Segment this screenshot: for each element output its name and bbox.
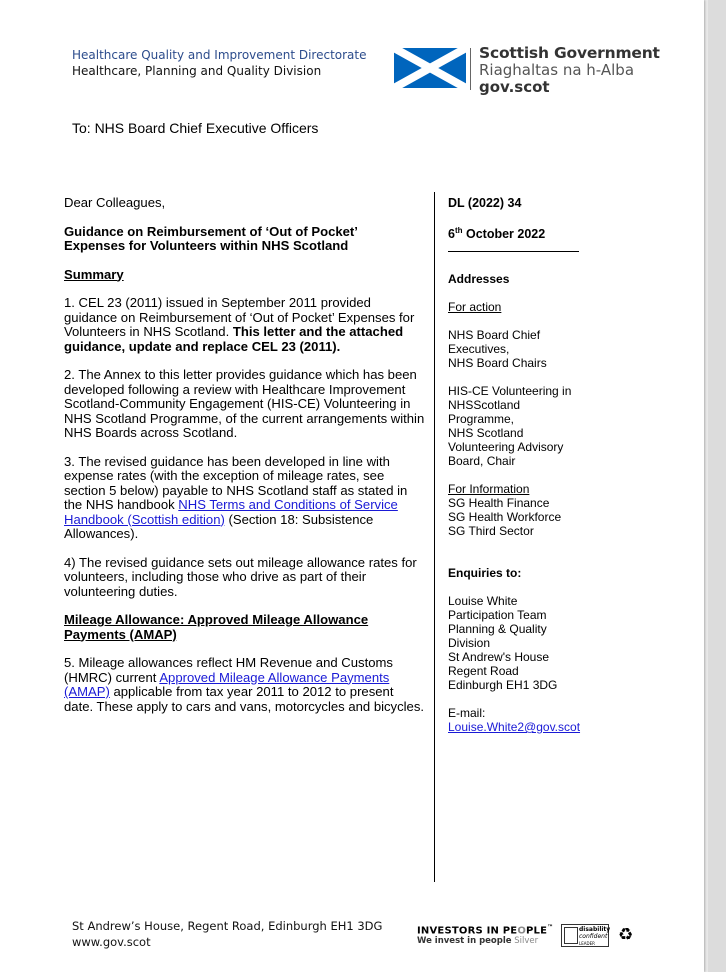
letter-date [448,224,598,241]
sidebar [448,190,598,734]
disability-confident-icon [564,927,578,944]
saltire-flag-icon [394,48,466,88]
paragraph-5 [64,656,426,714]
column-divider [434,192,435,882]
action-line: Board, Chair [448,454,516,469]
contact-line: Division [448,636,491,651]
contact-line: Regent Road [448,664,519,679]
gov-name: Scottish Government [479,44,660,62]
paragraph-4: 4) The revised guidance sets out mileage allowance rates for volunteers, including those who drive as part of their volunteering duties. [64,554,417,599]
date-suffix: th [454,226,463,235]
contact-line: St Andrew's House [448,650,550,665]
paragraph-1 [64,296,426,354]
paragraph-3 [64,455,426,542]
nhs-handbook-link[interactable]: NHS Terms and Conditions of Service Handbook (Scottish edition) [64,497,398,527]
action-line: NHS Board Chairs [448,356,547,371]
division-name: Healthcare, Planning and Quality Division [72,64,322,78]
contact-line: Participation Team [448,608,547,623]
dc-line-2: confident [579,933,608,940]
title-line-2: Expenses for Volunteers within NHS Scotland [64,238,349,253]
paragraph-1-text: 1. CEL 23 (2011) issued in September 2011 provided guidance on Reimbursement of ‘Out of Pocket’ Expenses for Volunteers in NHS Scotland. [64,295,415,339]
action-line: NHSScotland [448,398,521,413]
info-line: SG Health Finance [448,496,550,511]
directorate-block [72,47,367,79]
for-action-label: For action [448,300,502,315]
footer-address [72,918,382,950]
dc-line-3: LEADER [579,941,595,946]
paragraph-2: 2. The Annex to this letter provides guidance which has been developed following a review with Healthcare Improvement Scotland-Community Engagement (HIS-CE) Volunteering in NHS Scotland Programme, of the current arrangements within NHS Boards across Scotland. [64,367,425,440]
gov-gaelic-name: Riaghaltas na h-Alba [479,61,635,79]
dl-reference: DL (2022) 34 [448,196,522,210]
contact-block [448,594,598,692]
iip-tagline: We invest in people [417,936,512,947]
footer-street: St Andrew’s House, Regent Road, Edinburgh EH1 3DG [72,919,383,933]
enquiries-label: Enquiries to: [448,566,522,581]
dc-line-1: disability [579,926,611,933]
letter-title [64,225,426,254]
email-link[interactable]: Louise.White2@gov.scot [448,720,581,735]
email-label: E-mail: [448,706,486,721]
date-rest: October 2022 [462,227,546,242]
contact-line: Louise White [448,594,518,609]
iip-o: O [517,925,527,937]
info-line: SG Health Workforce [448,510,562,525]
paragraph-3-end: (Section 18: Subsistence Allowances). [64,511,374,541]
summary-heading: Summary [64,266,124,282]
paragraph-1-bold: This letter and the attached guidance, update and replace CEL 23 (2011). [64,324,404,354]
investors-in-people-logo [417,924,553,946]
addresses-label: Addresses [448,272,510,287]
logo-divider [470,48,471,90]
disability-confident-logo [561,924,609,947]
paragraph-5-text: 5. Mileage allowances reflect HM Revenue and Customs (HMRC) current [64,655,393,685]
info-list [448,496,598,538]
gov-logo-text [479,45,660,96]
action-line: Executives, [448,342,510,357]
paragraph-5-end: applicable from tax year 2011 to 2012 to present date. These apply to cars and vans, motorcycles and bicycles. [64,684,425,714]
iip-tm: ™ [547,924,554,931]
info-line: SG Third Sector [448,524,534,539]
action-line: Volunteering Advisory [448,440,564,455]
iip-level: Silver [514,936,539,947]
footer-url: www.gov.scot [72,935,151,949]
title-line-1: Guidance on Reimbursement of ‘Out of Pocket’ [64,223,358,239]
action-line: NHS Scotland [448,426,524,441]
recycle-icon: ♻ [618,925,634,945]
letter-body [64,196,426,728]
recipient-line: To: NHS Board Chief Executive Officers [72,120,319,136]
action-line: NHS Board Chief [448,328,541,343]
for-information-label: For Information [448,482,530,497]
vertical-scrollbar[interactable] [708,0,726,972]
action-line: HIS-CE Volunteering in [448,384,572,399]
amap-link[interactable]: Approved Mileage Allowance Payments (AMAP) [64,669,390,699]
iip-title: INVESTORS IN PE [417,925,518,937]
action-group-2 [448,384,598,468]
gov-url: gov.scot [479,78,550,96]
action-line: Programme, [448,412,515,427]
date-day: 6 [448,227,455,242]
contact-line: Planning & Quality [448,622,547,637]
greeting: Dear Colleagues, [64,195,166,210]
iip-title-end: PLE [526,925,548,937]
mileage-heading: Mileage Allowance: Approved Mileage Allowance Payments (AMAP) [64,612,369,642]
paragraph-3-text: 3. The revised guidance has been developed in line with expense rates (with the exception of mileage rates, see section 5 below) payable to NHS Scotland staff as stated in the NHS handbook [64,453,408,512]
contact-line: Edinburgh EH1 3DG [448,678,558,693]
action-group-1 [448,328,598,370]
directorate-name: Healthcare Quality and Improvement Directorate [72,48,367,62]
